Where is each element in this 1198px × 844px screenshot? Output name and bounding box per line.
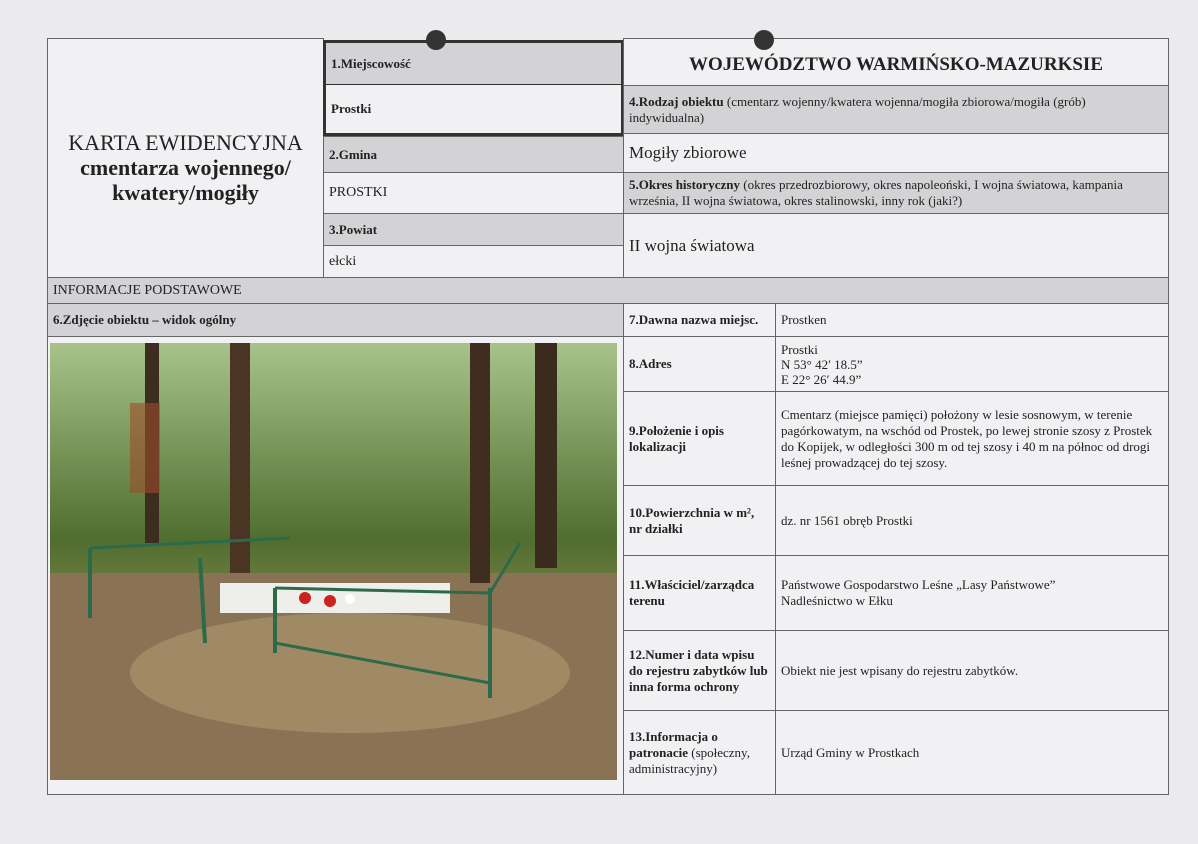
field-4-hint: (cmentarz wojenny/kwatera wojenna/mogiła zbiorowa/mogiła (grób) indywidualna) xyxy=(629,94,1086,125)
title-line-1: KARTA EWIDENCYJNA xyxy=(68,129,303,155)
cemetery-photo xyxy=(50,343,617,780)
field-10-label: 10.Powierzchnia w m², nr działki xyxy=(623,485,776,556)
owner-unit: Nadleśnictwo w Ełku xyxy=(781,593,893,608)
field-5-label xyxy=(623,172,1169,214)
field-5-value: II wojna światowa xyxy=(623,213,1169,278)
field-8-value xyxy=(775,336,1169,392)
field-2-value: PROSTKI xyxy=(323,172,624,214)
field-5-title: 5.Okres historyczny xyxy=(629,177,740,192)
field-9-value: Cmentarz (miejsce pamięci) położony w lesie sosnowym, w terenie pagórkowatym, na wschód od Prostek, po lewej stronie szosy z Prostek do Kopijek, w odległości 300 m od tej szosy i 40 m na północ od drogi leśnej prowadzącej do tej szosy. xyxy=(775,391,1169,486)
field-3-value: ełcki xyxy=(323,245,624,278)
field-11-label: 11.Właściciel/zarządca terenu xyxy=(623,555,776,631)
card-title xyxy=(47,38,324,278)
title-line-3: kwatery/mogiły xyxy=(112,179,259,205)
field-13-title: 13.Informacja o patronacie xyxy=(629,729,718,760)
field-9-label: 9.Położenie i opis lokalizacji xyxy=(623,391,776,486)
section-header: INFORMACJE PODSTAWOWE xyxy=(47,277,1169,304)
field-2-label: 2.Gmina xyxy=(323,136,624,173)
owner-name: Państwowe Gospodarstwo Leśne „Lasy Państwowe” xyxy=(781,577,1056,592)
field-12-value: Obiekt nie jest wpisany do rejestru zabytków. xyxy=(775,630,1169,711)
field-13-value: Urząd Gminy w Prostkach xyxy=(775,710,1169,795)
field-13-label xyxy=(623,710,776,795)
address-latitude: N 53° 42′ 18.5” xyxy=(781,356,863,372)
field-4-label xyxy=(623,85,1169,134)
field-12-label: 12.Numer i data wpisu do rejestru zabytków lub inna forma ochrony xyxy=(623,630,776,711)
title-line-2: cmentarza wojennego/ xyxy=(80,154,291,180)
field-5-hint: (okres przedrozbiorowy, okres napoleoński, I wojna światowa, kampania września, II wojna światowa, okres stalinowski, inny rok (jaki?) xyxy=(629,177,1123,208)
field-1-value: Prostki xyxy=(323,85,624,136)
region-header: WOJEWÓDZTWO WARMIŃSKO-MAZURKSIE xyxy=(623,38,1169,86)
photo-cell xyxy=(47,336,624,795)
field-8-label: 8.Adres xyxy=(623,336,776,392)
punch-hole-icon xyxy=(426,30,446,50)
field-3-label: 3.Powiat xyxy=(323,213,624,246)
field-1-label: 1.Miejscowość xyxy=(323,40,624,87)
punch-hole-icon xyxy=(754,30,774,50)
field-7-value: Prostken xyxy=(775,303,1169,337)
field-7-label: 7.Dawna nazwa miejsc. xyxy=(623,303,776,337)
address-place: Prostki xyxy=(781,341,818,357)
field-10-value: dz. nr 1561 obręb Prostki xyxy=(775,485,1169,556)
address-longitude: E 22° 26′ 44.9” xyxy=(781,371,862,387)
field-4-title: 4.Rodzaj obiektu xyxy=(629,94,724,109)
field-6-label: 6.Zdjęcie obiektu – widok ogólny xyxy=(47,303,624,337)
field-4-value: Mogiły zbiorowe xyxy=(623,133,1169,173)
field-11-value xyxy=(775,555,1169,631)
field-13-hint: (społeczny, administracyjny) xyxy=(629,745,750,776)
